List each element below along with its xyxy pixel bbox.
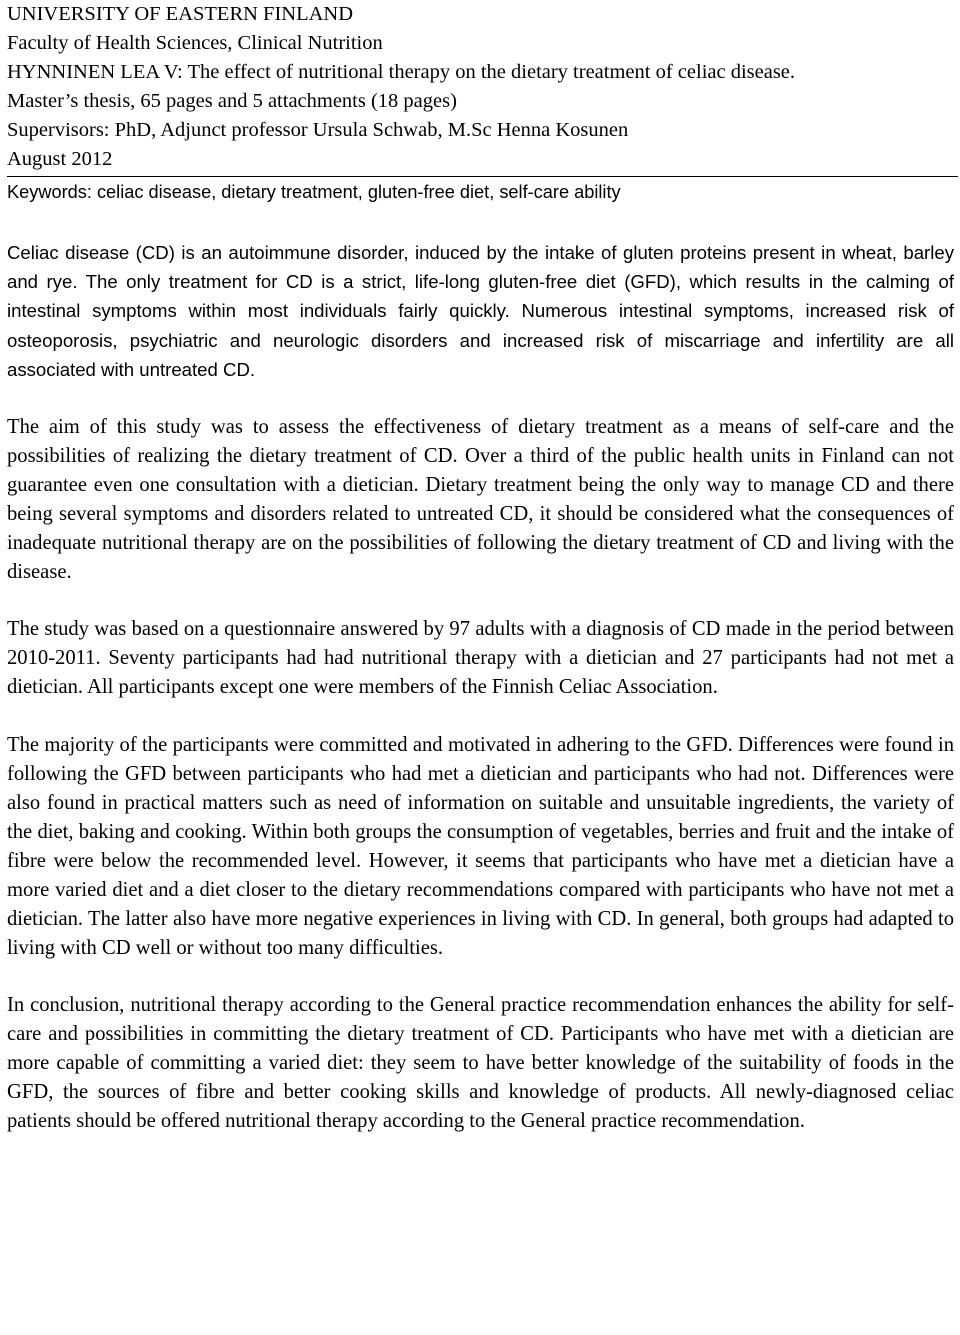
faculty-name: Faculty of Health Sciences, Clinical Nutrition (7, 32, 383, 54)
abstract-paragraph-5: In conclusion, nutritional therapy according to the General practice recommendation enhances the ability for self-care and possibilities in committing the dietary treatment of CD. Participants who have met with a dietician are more capable of committing a varied diet: they seem to have better knowledge of the suitability of foods in the GFD, the sources of fibre and better cooking skills and knowledge of products. All newly-diagnosed celiac patients should be offered nutritional therapy according to the General practice recommendation. (7, 994, 954, 1133)
abstract-paragraph-2: The aim of this study was to assess the effectiveness of dietary treatment as a means of self-care and the possibilities of realizing the dietary treatment of CD. Over a third of the public health units in Finland can not guarantee even one consultation with a dietician. Dietary treatment being the only way to manage CD and there being several symptoms and disorders related to untreated CD, it should be considered what the consequences of inadequate nutritional therapy are on the possibilities of following the dietary treatment of CD and living with the disease. (7, 416, 954, 583)
header-divider (7, 176, 958, 177)
university-name: UNIVERSITY OF EASTERN FINLAND (7, 3, 354, 25)
thesis-date: August 2012 (7, 148, 113, 170)
thesis-header (7, 0, 954, 174)
abstract-paragraph-4: The majority of the participants were committed and motivated in adhering to the GFD. Differences were found in following the GFD between participants who had met a dietician and participants who had not. Differences were also found in practical matters such as need of information on suitable and unsuitable ingredients, the variety of the diet, baking and cooking. Within both groups the consumption of vegetables, berries and fruit and the intake of fibre were below the recommended level. However, it seems that participants who have met a dietician have a more varied diet and a diet closer to the dietary recommendations compared with participants who have not met a dietician. The latter also have more negative experiences in living with CD. In general, both groups had adapted to living with CD well or without too many difficulties. (7, 734, 954, 959)
abstract-paragraph-1: Celiac disease (CD) is an autoimmune disorder, induced by the intake of gluten proteins present in wheat, barley and rye. The only treatment for CD is a strict, life-long gluten-free diet (GFD), which results in the calming of intestinal symptoms within most individuals fairly quickly. Numerous intestinal symptoms, increased risk of osteoporosis, psychiatric and neurologic disorders and increased risk of miscarriage and infertility are all associated with untreated CD. (7, 242, 954, 380)
abstract-page (7, 0, 954, 1157)
abstract-paragraph-3: The study was based on a questionnaire answered by 97 adults with a diagnosis of CD made in the period between 2010-2011. Seventy participants had had nutritional therapy with a dietician and 27 participants had not met a dietician. All participants except one were members of the Finnish Celiac Association. (7, 618, 954, 699)
thesis-info: Master’s thesis, 65 pages and 5 attachments (18 pages) (7, 90, 457, 112)
keywords: Keywords: celiac disease, dietary treatment, gluten-free diet, self-care ability (7, 182, 621, 202)
supervisors: Supervisors: PhD, Adjunct professor Ursula Schwab, M.Sc Henna Kosunen (7, 119, 629, 141)
thesis-title: HYNNINEN LEA V: The effect of nutritional therapy on the dietary treatment of celiac disease. (7, 61, 796, 83)
